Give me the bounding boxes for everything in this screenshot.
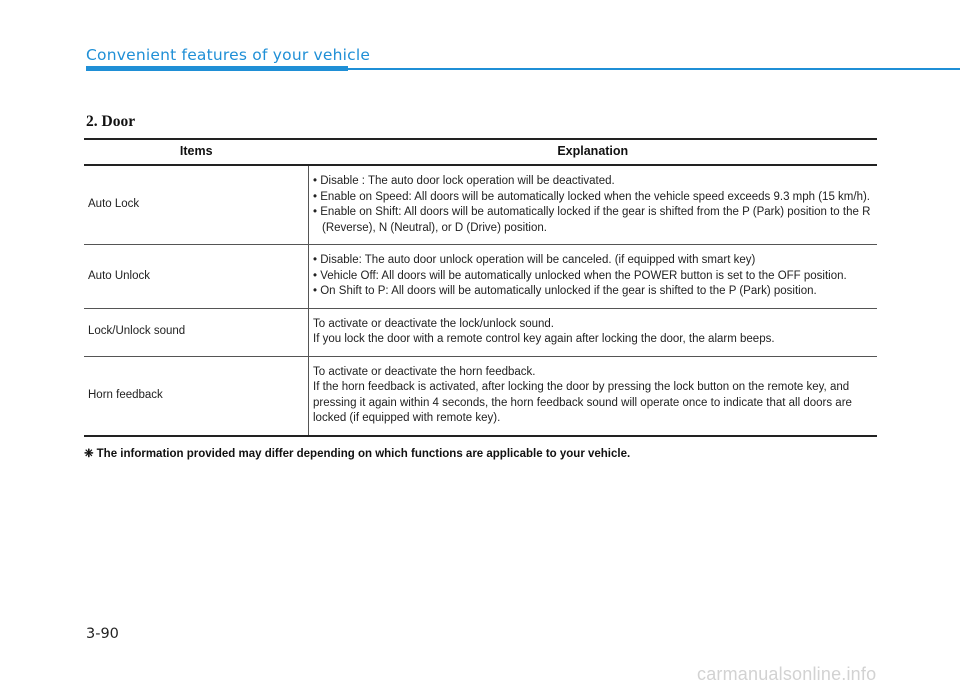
explanation-cell — [309, 356, 878, 436]
note-mark-icon: ❈ — [84, 448, 94, 460]
column-header-explanation: Explanation — [309, 139, 878, 165]
column-header-items: Items — [84, 139, 309, 165]
explanation-cell — [309, 308, 878, 356]
footnote-text: The information provided may differ depending on which functions are applicable to your vehicle. — [96, 448, 631, 460]
list-item: • Disable: The auto door unlock operation will be canceled. (if equipped with smart key) — [313, 253, 873, 269]
item-cell: Auto Lock — [84, 165, 309, 245]
bullet-list — [313, 253, 873, 300]
item-cell: Horn feedback — [84, 356, 309, 436]
footnote — [84, 446, 630, 460]
table-header-row — [84, 139, 877, 165]
table-row — [84, 245, 877, 309]
list-item: • Enable on Speed: All doors will be automatically locked when the vehicle speed exceeds 9.3 mph (15 km/h). — [313, 190, 873, 206]
item-cell: Lock/Unlock sound — [84, 308, 309, 356]
chapter-title: Convenient features of your vehicle — [86, 46, 371, 64]
table-row — [84, 308, 877, 356]
table-row — [84, 165, 877, 245]
explanation-line: To activate or deactivate the horn feedback. — [313, 365, 536, 378]
header-rule-accent — [86, 66, 348, 71]
explanation-line: To activate or deactivate the lock/unlock sound. — [313, 317, 555, 330]
list-item: • Vehicle Off: All doors will be automatically unlocked when the POWER button is set to the OFF position. — [313, 269, 873, 285]
item-cell: Auto Unlock — [84, 245, 309, 309]
section-title: 2. Door — [86, 113, 136, 130]
bullet-list — [313, 174, 873, 236]
page-number: 3-90 — [86, 626, 119, 642]
table-row — [84, 356, 877, 436]
door-settings-table — [84, 138, 877, 437]
explanation-line: If the horn feedback is activated, after locking the door by pressing the lock button on the remote key, and pressing it again within 4 seconds, the horn feedback sound will operate once to indicate that all doors are locked (if equipped with remote key). — [313, 381, 852, 424]
header-rule — [348, 68, 960, 70]
list-item: • Enable on Shift: All doors will be automatically locked if the gear is shifted from the P (Park) position to the R (Reverse), N (Neutral), or D (Drive) position. — [313, 205, 873, 236]
list-item: • Disable : The auto door lock operation will be deactivated. — [313, 174, 873, 190]
explanation-cell — [309, 245, 878, 309]
explanation-line: If you lock the door with a remote control key again after locking the door, the alarm beeps. — [313, 333, 775, 345]
list-item: • On Shift to P: All doors will be automatically unlocked if the gear is shifted to the P (Park) position. — [313, 284, 873, 300]
watermark: carmanualsonline.info — [697, 664, 877, 684]
explanation-cell — [309, 165, 878, 245]
